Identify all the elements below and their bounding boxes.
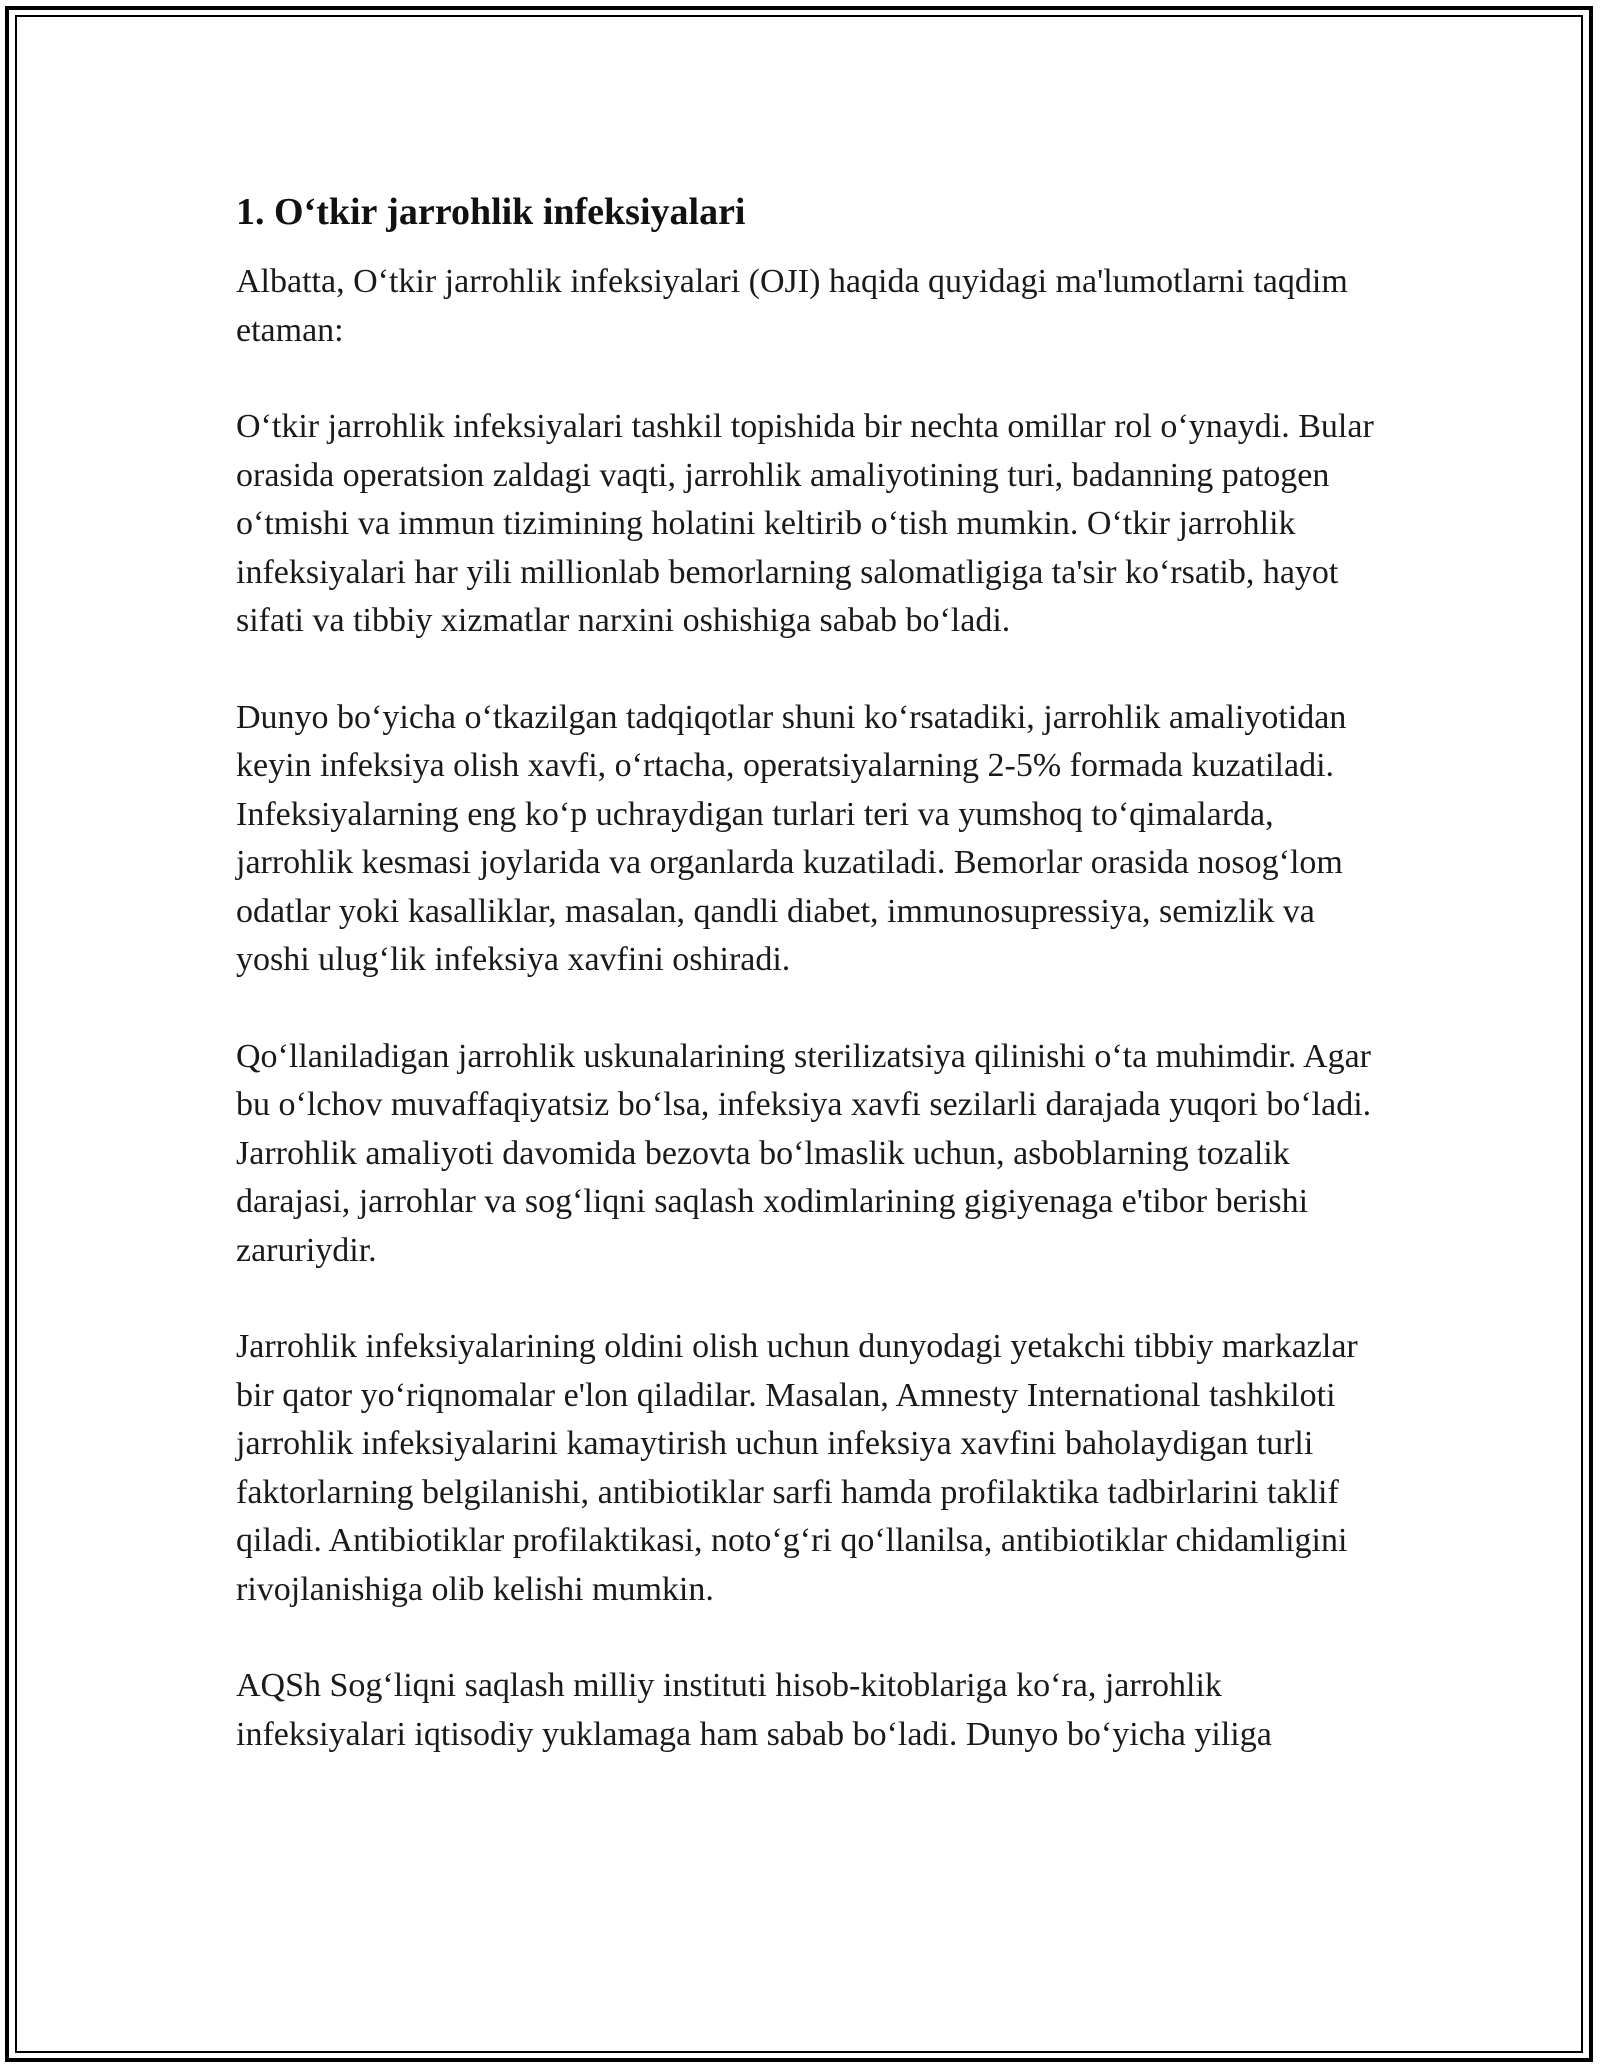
paragraph-sterilization: Qo‘llaniladigan jarrohlik uskunalarining sterilizatsiya qilinishi o‘ta muhimdir. Agar bu o‘lchov muvaffaqiyatsiz bo‘lsa, infeksiya xavfi sezilarli darajada yuqori bo‘ladi. Jarrohlik amaliyoti davomida bezovta bo‘lmaslik uchun, asboblarning tozalik darajasi, jarrohlar va sog‘liqni saqlash xodimlarining gigiyenaga e'tibor berishi zaruriydir.: [236, 1037, 1372, 1269]
document-page: [236, 188, 1396, 1807]
section-heading: 1. O‘tkir jarrohlik infeksiyalari: [236, 191, 746, 233]
paragraph-economic: AQSh Sog‘liqni saqlash milliy instituti hisob-kitoblariga ko‘ra, jarrohlik infeksiyalari iqtisodiy yuklamaga ham sabab bo‘ladi. Dunyo bo‘yicha yiliga: [236, 1667, 1272, 1753]
paragraph-intro: Albatta, O‘tkir jarrohlik infeksiyalari (OJI) haqida quyidagi ma'lumotlarni taqdim etaman:: [236, 263, 1348, 349]
paragraph-prevention: Jarrohlik infeksiyalarining oldini olish uchun dunyodagi yetakchi tibbiy markazlar bir qator yo‘riqnomalar e'lon qiladilar. Masalan, Amnesty International tashkiloti jarrohlik infeksiyalarini kamaytirish uchun infeksiya xavfini baholaydigan turli faktorlarning belgilanishi, antibiotiklar sarfi hamda profilaktika tadbirlarini taklif qiladi. Antibiotiklar profilaktikasi, noto‘g‘ri qo‘llanilsa, antibiotiklar chidamligini rivojlanishiga olib kelishi mumkin.: [236, 1328, 1358, 1608]
paragraph-factors: O‘tkir jarrohlik infeksiyalari tashkil topishida bir nechta omillar rol o‘ynaydi. Bular orasida operatsion zaldagi vaqti, jarrohlik amaliyotining turi, badanning patogen o‘tmishi va immun tizimining holatini keltirib o‘tish mumkin. O‘tkir jarrohlik infeksiyalari har yili millionlab bemorlarning salomatligiga ta'sir ko‘rsatib, hayot sifati va tibbiy xizmatlar narxini oshishiga sabab bo‘ladi.: [236, 408, 1374, 639]
paragraph-research: Dunyo bo‘yicha o‘tkazilgan tadqiqotlar shuni ko‘rsatadiki, jarrohlik amaliyotidan keyin infeksiya olish xavfi, o‘rtacha, operatsiyalarning 2-5% formada kuzatiladi. Infeksiyalarning eng ko‘p uchraydigan turlari teri va yumshoq to‘qimalarda, jarrohlik kesmasi joylarida va organlarda kuzatiladi. Bemorlar orasida nosog‘lom odatlar yoki kasalliklar, masalan, qandli diabet, immunosupressiya, semizlik va yoshi ulug‘lik infeksiya xavfini oshiradi.: [236, 698, 1347, 978]
